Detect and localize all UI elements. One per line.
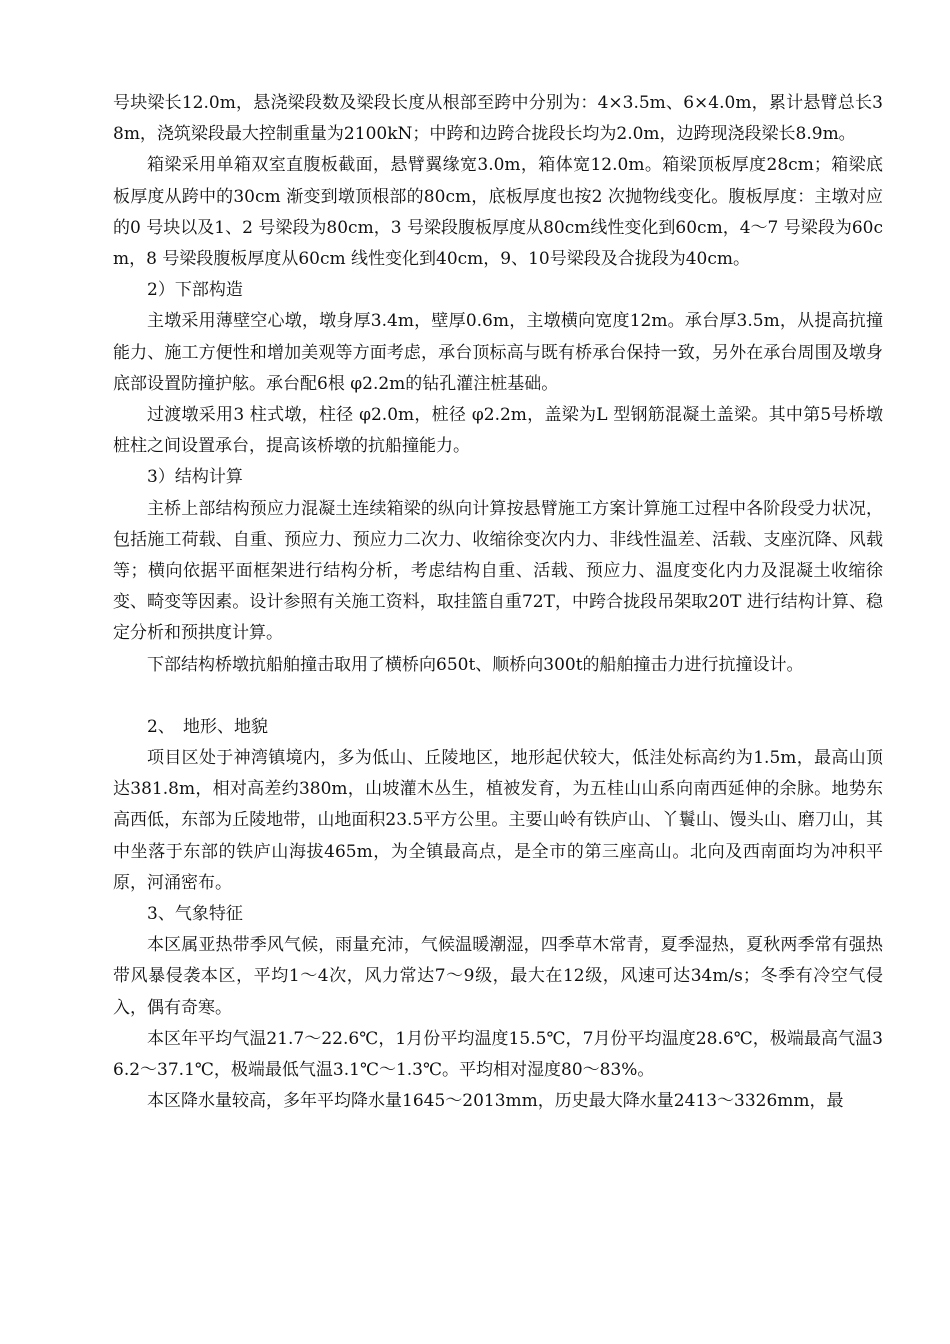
paragraph-precipitation: 本区降水量较高，多年平均降水量1645～2013mm，历史最大降水量2413～3326mm，最 — [147, 1091, 844, 1112]
heading-climate: 3、气象特征 — [147, 904, 243, 925]
paragraph-transition-pier: 过渡墩采用3 柱式墩，柱径 φ2.0m，桩径 φ2.2m，盖梁为L 型钢筋混凝土盖梁。其中第5号桥墩桩柱之间设置承台，提高该桥墩的抗船撞能力。 — [113, 405, 883, 457]
heading-structural-calculation: 3）结构计算 — [147, 467, 243, 488]
paragraph-ship-impact: 下部结构桥墩抗船舶撞击取用了横桥向650t、顺桥向300t的船舶撞击力进行抗撞设计。 — [147, 654, 804, 675]
paragraph-temperature: 本区年平均气温21.7～22.6℃，1月份平均温度15.5℃，7月份平均温度28.6℃，极端最高气温36.2～37.1℃，极端最低气温3.1℃～1.3℃。平均相对湿度80～83%。 — [113, 1028, 883, 1081]
paragraph-climate-overview: 本区属亚热带季风气候，雨量充沛，气候温暖潮湿，四季草木常青，夏季湿热，夏秋两季常有强热带风暴侵袭本区，平均1～4次，风力常达7～9级，最大在12级，风速可达34m/s；冬季有冷空气侵入，偶有奇寒。 — [113, 935, 883, 1018]
heading-terrain-title: 地形、地貌 — [183, 716, 268, 737]
heading-terrain — [113, 712, 883, 743]
document-body — [113, 88, 883, 1118]
paragraph-terrain: 项目区处于神湾镇境内，多为低山、丘陵地区，地形起伏较大，低洼处标高约为1.5m，最高山顶达381.8m，相对高差约380m，山坡灌木丛生，植被发育，为五桂山山系向南西延伸的余脉。地势东高西低，东部为丘陵地带，山地面积23.5平方公里。主要山岭有铁庐山、丫鬟山、馒头山、磨刀山，其中坐落于东部的铁庐山海拔465m，为全镇最高点，是全市的第三座高山。北向及西南面均为冲积平原，河涌密布。 — [113, 748, 883, 893]
heading-substructure: 2）下部构造 — [147, 280, 243, 301]
paragraph-longitudinal-calculation: 主桥上部结构预应力混凝土连续箱梁的纵向计算按悬臂施工方案计算施工过程中各阶段受力状况，包括施工荷载、自重、预应力、预应力二次力、收缩徐变次内力、非线性温差、活载、支座沉降、风载等；横向依据平面框架进行结构分析，考虑结构自重、活载、预应力、温度变化内力及混凝土收缩徐变、畸变等因素。设计参照有关施工资料，取挂篮自重72T，中跨合拢段吊架取20T 进行结构计算、稳定分析和预拱度计算。 — [113, 498, 883, 644]
paragraph-box-girder-section: 箱梁采用单箱双室直腹板截面，悬臂翼缘宽3.0m，箱体宽12.0m。箱梁顶板厚度28cm；箱梁底板厚度从跨中的30cm 渐变到墩顶根部的80cm，底板厚度也按2 次抛物线变化。腹板厚度：主墩对应的0 号块以及1、2 号梁段为80cm，3 号梁段腹板厚度从80cm线性变化到60cm，4～7 号梁段为60cm，8 号梁段腹板厚度从60cm 线性变化到40cm，9、10号梁段及合拢段为40cm。 — [113, 155, 883, 270]
paragraph-main-pier: 主墩采用薄壁空心墩，墩身厚3.4m，壁厚0.6m，主墩横向宽度12m。承台厚3.5m，从提高抗撞能力、施工方便性和增加美观等方面考虑，承台顶标高与既有桥承台保持一致，另外在承台周围及墩身底部设置防撞护舷。承台配6根 φ2.2m的钻孔灌注桩基础。 — [113, 311, 883, 394]
heading-terrain-number: 2、 — [147, 716, 175, 737]
paragraph-box-girder-segments: 号块梁长12.0m，悬浇梁段数及梁段长度从根部至跨中分别为：4×3.5m、6×4.0m，累计悬臂总长38m，浇筑梁段最大控制重量为2100kN；中跨和边跨合拢段长均为2.0m，边跨现浇段梁长8.9m。 — [113, 93, 883, 145]
